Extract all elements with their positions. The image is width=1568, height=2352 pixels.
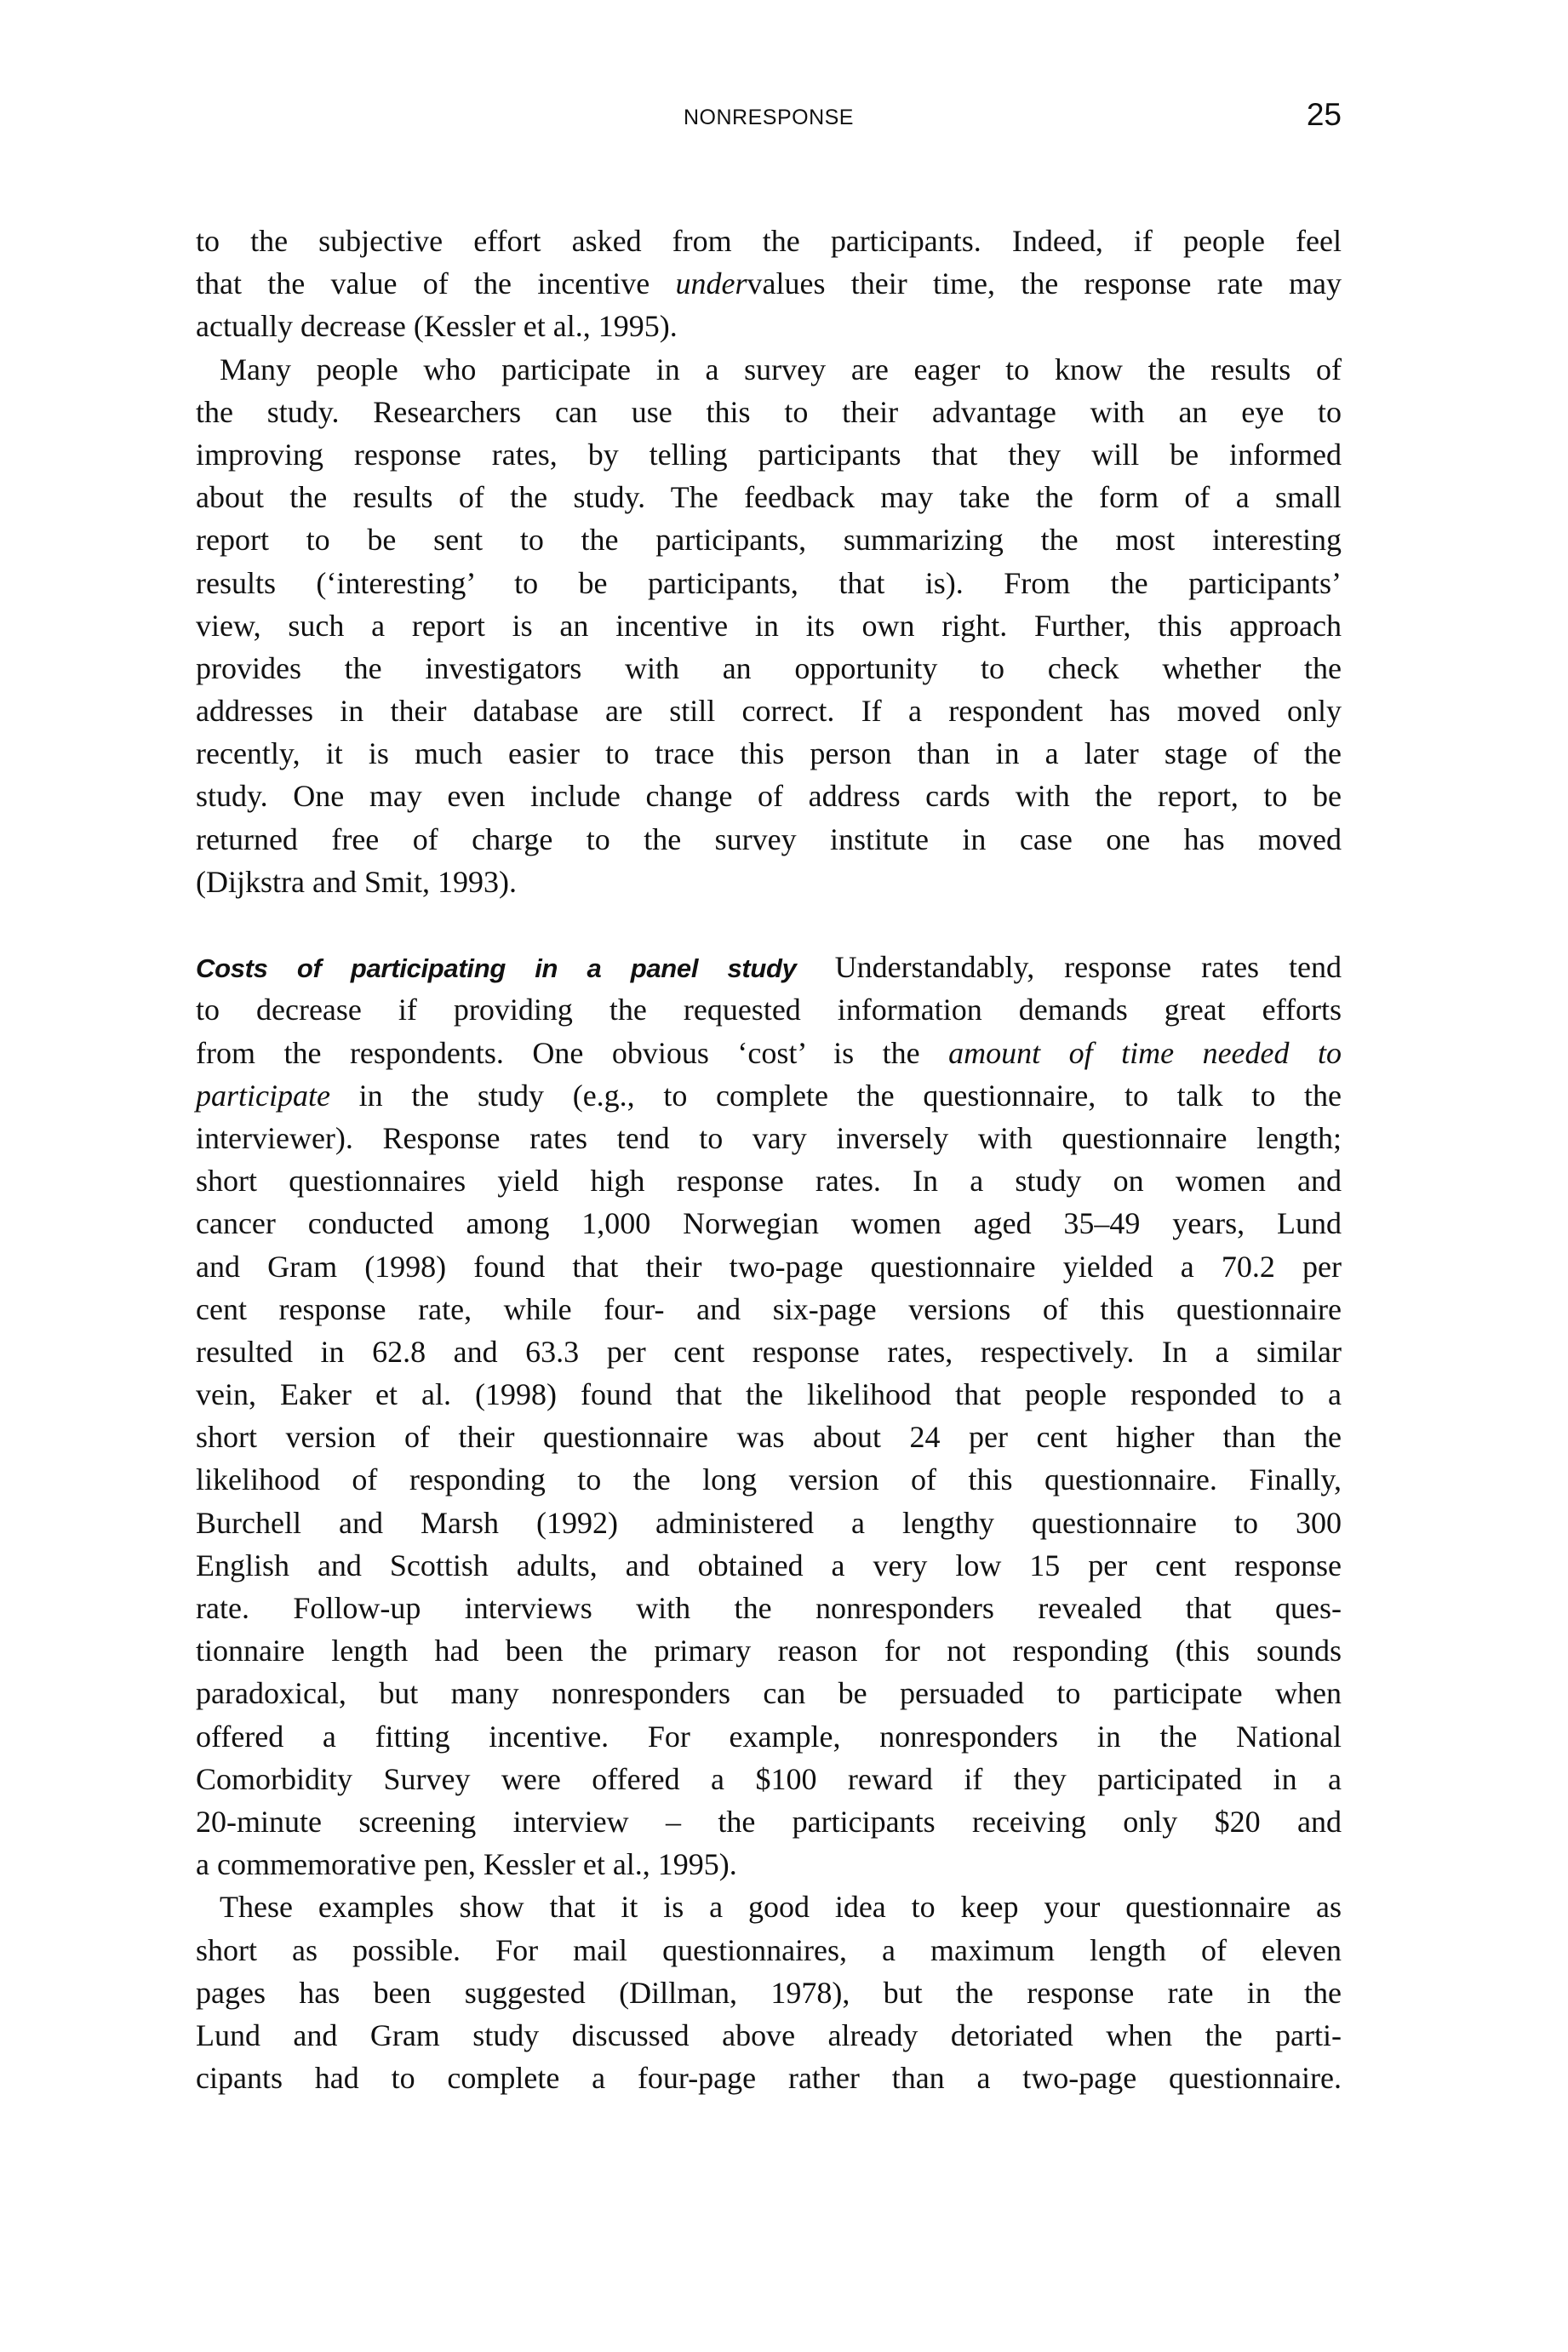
text: offered a fitting incentive. For example, nonresponders in the National (196, 1719, 1342, 1754)
text: the study. Researchers can use this to their advantage with an eye to (196, 394, 1342, 429)
text-line (196, 690, 1342, 732)
text-line (196, 2057, 1342, 2099)
text-line (196, 604, 1342, 647)
text: actually decrease (Kessler et al., 1995). (196, 309, 678, 344)
text: rate. Follow-up interviews with the nonresponders revealed that ques- (196, 1591, 1342, 1625)
paragraph (196, 1886, 1342, 2099)
text: returned free of charge to the survey institute in case one has moved (196, 821, 1342, 856)
text: Burchell and Marsh (1992) administered a lengthy questionnaire to 300 (196, 1505, 1342, 1540)
text-line (196, 2014, 1342, 2057)
text-line (196, 562, 1342, 604)
text-line (196, 1202, 1342, 1245)
text-line (196, 1331, 1342, 1373)
text-line (196, 732, 1342, 775)
text-line (196, 1672, 1342, 1714)
text: recently, it is much easier to trace this person than in a later stage of the (196, 736, 1342, 771)
page-number: 25 (1306, 97, 1342, 132)
text: pages has been suggested (Dillman, 1978), but the response rate in the (196, 1975, 1342, 2010)
text: view, such a report is an incentive in its own right. Further, this approach (196, 608, 1342, 643)
text: to decrease if providing the requested information demands great efforts (196, 993, 1342, 1027)
text-line (196, 220, 1342, 262)
text: about the results of the study. The feedback may take the form of a small (196, 480, 1342, 515)
text: Comorbidity Survey were offered a $100 reward if they participated in a (196, 1761, 1342, 1796)
text-line (196, 476, 1342, 518)
text-line (196, 262, 1342, 305)
text-line (196, 1074, 1342, 1117)
text-line (196, 775, 1342, 817)
text-line (196, 1929, 1342, 1971)
text: Lund and Gram study discussed above already detoriated when the parti- (196, 2017, 1342, 2052)
paragraph (196, 348, 1342, 947)
text-line (196, 988, 1342, 1031)
text-line (196, 1843, 1342, 1886)
text-line (196, 1159, 1342, 1202)
text: These examples show that it is a good idea to keep your questionnaire as (220, 1890, 1342, 1925)
text-line (196, 305, 1342, 347)
text-line (196, 818, 1342, 861)
text: that the value of the incentive (196, 266, 676, 301)
text: paradoxical, but many nonresponders can be persuaded to participate when (196, 1676, 1342, 1711)
text: a commemorative pen, Kessler et al., 1995). (196, 1847, 737, 1882)
text: addresses in their database are still correct. If a respondent has moved only (196, 694, 1342, 729)
text-line (196, 946, 1342, 988)
text: report to be sent to the participants, summarizing the most interesting (196, 523, 1342, 558)
text: cancer conducted among 1,000 Norwegian women aged 35–49 years, Lund (196, 1206, 1342, 1241)
text: cipants had to complete a four-page rather than a two-page questionnaire. (196, 2061, 1342, 2096)
text-line (196, 391, 1342, 433)
paragraph-gap (196, 903, 1342, 946)
text: short questionnaires yield high response rates. In a study on women and (196, 1164, 1342, 1199)
text-line (196, 1502, 1342, 1544)
text: short version of their questionnaire was about 24 per cent higher than the (196, 1420, 1342, 1455)
text: likelihood of responding to the long version of this questionnaire. Finally, (196, 1462, 1342, 1497)
text-line (196, 1800, 1342, 1843)
text-line (196, 1587, 1342, 1629)
italic-text: under (675, 266, 747, 301)
text: Many people who participate in a survey are eager to know the results of (220, 352, 1342, 386)
paragraph (196, 946, 1342, 1886)
text-line (196, 518, 1342, 561)
text: to the subjective effort asked from the participants. Indeed, if people feel (196, 224, 1342, 258)
paragraph (196, 220, 1342, 348)
text-line (196, 1971, 1342, 2014)
section-run-in-heading: Costs of participating in a panel study (196, 953, 797, 984)
text-line (196, 1886, 1342, 1928)
text: from the respondents. One obvious ‘cost’ is the (196, 1035, 949, 1070)
text: (Dijkstra and Smit, 1993). (196, 864, 517, 899)
running-head-title: NONRESPONSE (684, 106, 854, 129)
text: tionnaire length had been the primary reason for not responding (this sounds (196, 1634, 1342, 1668)
text: in the study (e.g., to complete the questionnaire, to talk to the (329, 1078, 1342, 1113)
text: interviewer). Response rates tend to vary inversely with questionnaire length; (196, 1120, 1342, 1155)
text-line (196, 348, 1342, 391)
text: provides the investigators with an opportunity to check whether the (196, 650, 1342, 685)
text: English and Scottish adults, and obtained a very low 15 per cent response (196, 1548, 1342, 1582)
text: values their time, the response rate may (747, 266, 1342, 301)
text: 20-minute screening interview – the participants receiving only $20 and (196, 1804, 1342, 1839)
text-line (196, 1032, 1342, 1074)
text-line (196, 1715, 1342, 1758)
text-line (196, 1544, 1342, 1587)
text: vein, Eaker et al. (1998) found that the likelihood that people responded to a (196, 1377, 1342, 1412)
text-line (196, 1117, 1342, 1159)
text: resulted in 62.8 and 63.3 per cent response rates, respectively. In a similar (196, 1334, 1342, 1369)
text: cent response rate, while four- and six-page versions of this questionnaire (196, 1291, 1342, 1326)
italic-text: participate (196, 1078, 330, 1113)
text-line (196, 1458, 1342, 1501)
text: Understandably, response rates tend (804, 950, 1342, 985)
text: improving response rates, by telling participants that they will be informed (196, 437, 1342, 472)
text-line (196, 1245, 1342, 1288)
text-line (196, 647, 1342, 690)
text-line (196, 1288, 1342, 1331)
running-head (0, 97, 1568, 138)
text-line (196, 1758, 1342, 1800)
text: study. One may even include change of address cards with the report, to be (196, 779, 1342, 814)
text-line (196, 1373, 1342, 1416)
text-line (196, 433, 1342, 476)
text: results (‘interesting’ to be participants, that is). From the participants’ (196, 565, 1342, 600)
text: and Gram (1998) found that their two-page questionnaire yielded a 70.2 per (196, 1249, 1342, 1284)
text-line (196, 861, 1342, 903)
text: short as possible. For mail questionnaires, a maximum length of eleven (196, 1932, 1342, 1967)
italic-text: amount of time needed to (948, 1035, 1342, 1070)
body-text (196, 220, 1342, 2099)
text-line (196, 1629, 1342, 1672)
text-line (196, 1416, 1342, 1458)
